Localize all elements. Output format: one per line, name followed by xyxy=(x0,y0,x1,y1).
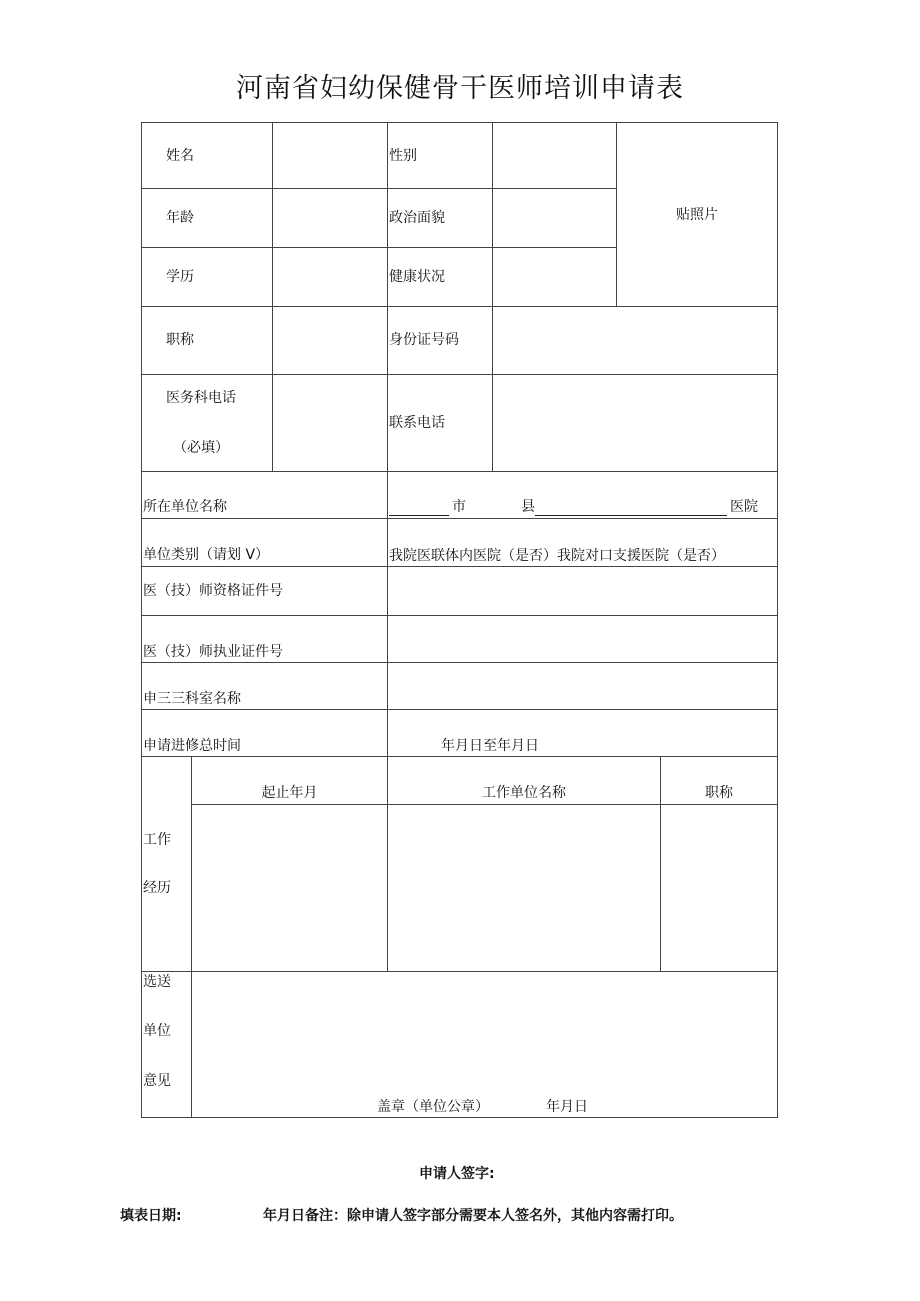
applicant-signature-label: 申请人签字: xyxy=(419,1166,495,1182)
id-number-field[interactable] xyxy=(493,307,776,374)
political-label: 政治面貌 xyxy=(389,210,445,226)
qualification-cert-field[interactable] xyxy=(388,567,776,615)
period-column-header: 起止年月 xyxy=(261,785,318,801)
border-left xyxy=(141,122,142,1118)
id-number-label: 身份证号码 xyxy=(389,332,459,348)
department-field[interactable] xyxy=(388,663,776,709)
city-blank[interactable] xyxy=(389,515,449,516)
work-title-cell[interactable] xyxy=(661,805,776,971)
work-unit-cell[interactable] xyxy=(388,805,660,971)
unit-name-label: 所在单位名称 xyxy=(143,499,227,515)
required-note: （必填） xyxy=(173,440,229,456)
county-label: 县 xyxy=(521,499,535,515)
opinion-label-3: 意见 xyxy=(143,1073,171,1089)
hospital-blank[interactable] xyxy=(535,515,727,516)
job-title-label: 职称 xyxy=(166,332,194,348)
work-period-cell[interactable] xyxy=(192,805,387,971)
title-column-header: 职称 xyxy=(705,785,733,801)
training-period-label: 申请进修总时间 xyxy=(143,738,241,754)
contact-phone-label: 联系电话 xyxy=(389,415,445,431)
education-field[interactable] xyxy=(273,248,386,306)
unit-category-options[interactable]: 我院医联体内医院（是否）我院对口支援医院（是否） xyxy=(389,548,725,564)
photo-label: 贴照片 xyxy=(676,207,718,223)
work-history-label-1: 工作 xyxy=(143,832,171,848)
city-label: 市 xyxy=(452,499,466,515)
gender-label: 性别 xyxy=(389,148,417,164)
qualification-cert-label: 医（技）师资格证件号 xyxy=(143,583,283,599)
application-form xyxy=(141,122,778,1118)
seal-label: 盖章（单位公章） xyxy=(377,1099,489,1115)
border-right xyxy=(777,122,778,1118)
name-field[interactable] xyxy=(273,123,386,188)
fill-date-label: 填表日期: xyxy=(120,1208,182,1224)
political-field[interactable] xyxy=(493,189,615,247)
job-title-field[interactable] xyxy=(273,307,386,374)
practice-cert-field[interactable] xyxy=(388,616,776,662)
gender-field[interactable] xyxy=(493,123,615,188)
practice-cert-label: 医（技）师执业证件号 xyxy=(143,644,283,660)
name-label: 姓名 xyxy=(166,148,194,164)
medical-dept-phone-label: 医务科电话 xyxy=(166,390,236,406)
contact-phone-field[interactable] xyxy=(493,375,776,471)
age-label: 年龄 xyxy=(166,210,194,226)
work-history-label-2: 经历 xyxy=(143,880,171,896)
page-title: 河南省妇幼保健骨干医师培训申请表 xyxy=(236,73,684,104)
training-period-value[interactable]: 年月日至年月日 xyxy=(441,738,539,754)
unit-category-label: 单位类别（请划 V） xyxy=(143,547,270,563)
medical-dept-phone-field[interactable] xyxy=(273,375,386,471)
footer-note: 年月日备注：除申请人签字部分需要本人签名外，其他内容需打印。 xyxy=(263,1208,683,1224)
opinion-label-1: 选送 xyxy=(143,974,171,990)
hospital-label: 医院 xyxy=(730,499,758,515)
department-label: 申三三科室名称 xyxy=(143,691,241,707)
opinion-label-2: 单位 xyxy=(143,1023,171,1039)
health-field[interactable] xyxy=(493,248,615,306)
border-bottom xyxy=(141,1117,778,1118)
age-field[interactable] xyxy=(273,189,386,247)
seal-date: 年月日 xyxy=(546,1099,588,1115)
education-label: 学历 xyxy=(166,269,194,285)
health-label: 健康状况 xyxy=(389,269,445,285)
opinion-area[interactable] xyxy=(192,972,776,1092)
work-unit-column-header: 工作单位名称 xyxy=(482,785,566,801)
